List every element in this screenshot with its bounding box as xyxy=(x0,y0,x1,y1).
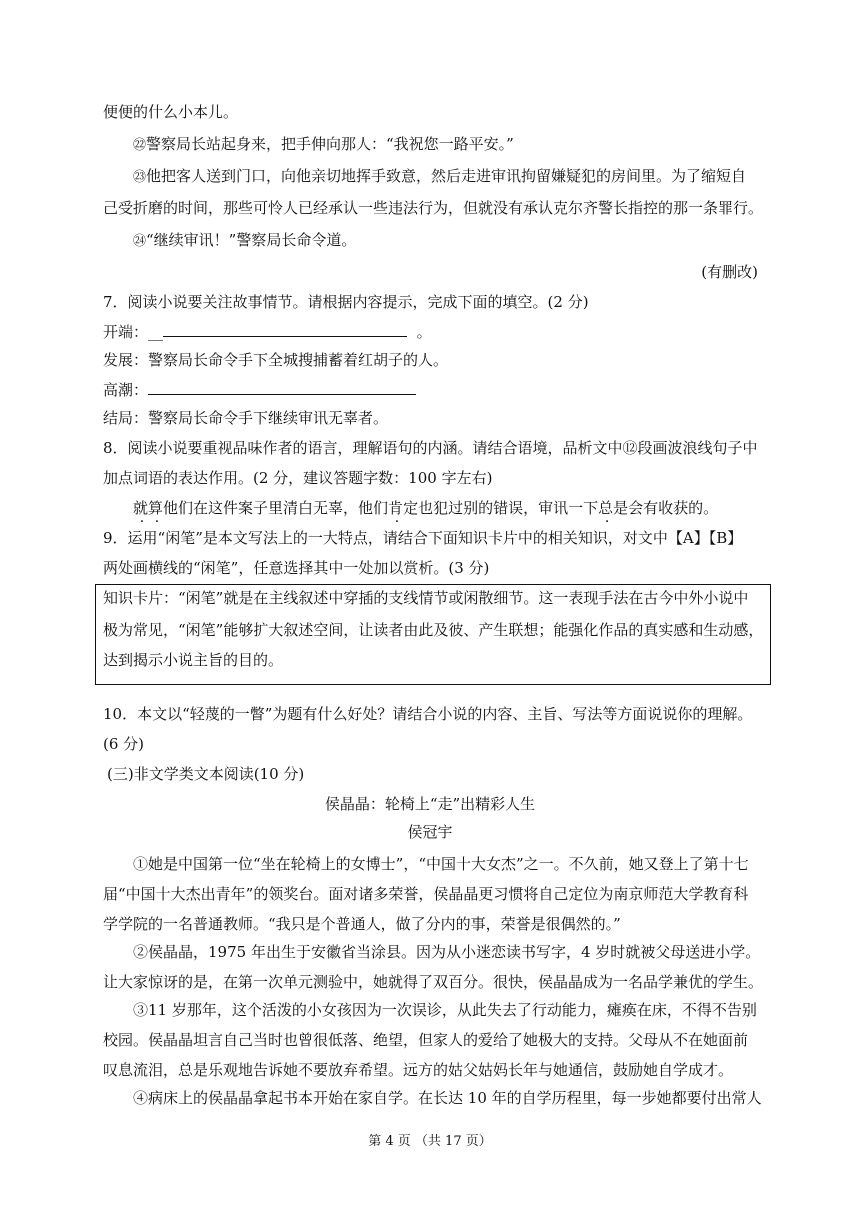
article-paragraph-1: ①她是中国第一位“坐在轮椅上的女博士”，“中国十大女杰”之一。不久前，她又登上了第十七 xyxy=(133,855,749,873)
start-label: 开端：__ xyxy=(103,323,164,341)
question-8-stem-cont: 加点词语的表达作用。(2 分，建议答题字数：100 字左右) xyxy=(103,469,493,487)
paragraph-number: ㉒ xyxy=(133,138,147,153)
paragraph-text: 他把客人送到门口，向他亲切地挥手致意，然后走进审讯拘留嫌疑犯的房间里。为了缩短自 xyxy=(146,167,747,185)
story-paragraph-23-cont: 己受折磨的时间，那些可怜人已经承认一些违法行为，但就没有承认克尔齐警长指控的那一条罪行。 xyxy=(103,199,764,217)
question-8-stem: 8．阅读小说要重视品味作者的语言，理解语句的内涵。请结合语境，品析文中⑫段画波浪线句子中 xyxy=(103,439,758,457)
knowledge-card-line: 达到揭示小说主旨的目的。 xyxy=(103,651,284,669)
question-7-ending: 结局：警察局长命令手下继续审讯无辜者。 xyxy=(103,409,389,427)
story-paragraph-22 xyxy=(133,134,514,156)
page-footer: 第 4 页 （共 17 页） xyxy=(368,1134,492,1149)
question-10-stem: 10．本文以“轻蔑的一瞥”为题有什么好处？请结合小说的内容、主旨、写法等方面说说你的理解。 xyxy=(103,705,753,723)
dotted-word: 就 xyxy=(133,499,149,517)
dotted-word: 总 xyxy=(598,499,614,517)
story-paragraph: 便便的什么小本儿。 xyxy=(103,103,239,121)
article-paragraph-1-cont: 届“中国十大杰出青年”的领奖台。面对诸多荣誉，侯晶晶更习惯将自己定位为南京师范大学教育科 xyxy=(103,885,749,903)
climax-label: 高潮： xyxy=(103,381,149,399)
paragraph-text: “继续审讯！”警察局长命令道。 xyxy=(146,231,357,249)
question-10-stem-cont: (6 分) xyxy=(103,735,145,753)
article-title: 侯晶晶：轮椅上“走”出精彩人生 xyxy=(324,795,536,813)
article-paragraph-2-cont: 让大家惊讶的是，在第一次单元测验中，她就得了双百分。很快，侯晶晶成为一名品学兼优的学生。 xyxy=(103,973,764,991)
paragraph-number: ㉓ xyxy=(133,170,147,185)
question-9-stem: 9．运用“闲笔”是本文写法上的一大特点，请结合下面知识卡片中的相关知识，对文中【A】【B】 xyxy=(103,529,743,547)
question-7-start xyxy=(103,322,432,342)
answer-blank-climax[interactable] xyxy=(148,380,416,395)
dotted-word: 肯 xyxy=(388,499,404,517)
sentence-text: 是会有收获的。 xyxy=(613,499,719,517)
article-author: 侯冠宇 xyxy=(407,823,453,841)
question-9-stem-cont: 两处画横线的“闲笔”，任意选择其中一处加以赏析。(3 分) xyxy=(103,559,490,577)
answer-blank-start[interactable] xyxy=(163,322,407,337)
question-8-quoted-sentence xyxy=(133,498,718,518)
dotted-word: 算 xyxy=(148,499,164,517)
section-heading: (三)非文学类文本阅读(10 分) xyxy=(107,765,305,783)
article-paragraph-3-cont: 叹息流泪，总是乐观地告诉她不要放弃希望。远方的姑父姑妈长年与她通信，鼓励她自学成才。 xyxy=(103,1061,734,1079)
article-paragraph-3-cont: 校园。侯晶晶坦言自己当时也曾很低落、绝望，但家人的爱给了她极大的支持。父母从不在她面前 xyxy=(103,1031,749,1049)
article-paragraph-4: ④病床上的侯晶晶拿起书本开始在家自学。在长达 10 年的自学历程里，每一步她都要付出常人 xyxy=(133,1089,762,1107)
sentence-text: 他们在这件案子里清白无辜，他们 xyxy=(163,499,389,517)
article-paragraph-2: ②侯晶晶，1975 年出生于安徽省当涂县。因为从小迷恋读书写字，4 岁时就被父母送进小学。 xyxy=(133,943,761,961)
article-paragraph-1-cont: 学学院的一名普通教师。“我只是个普通人，做了分内的事，荣誉是很偶然的。” xyxy=(103,915,621,933)
knowledge-card-line: 极为常见，“闲笔”能够扩大叙述空间，让读者由此及彼、产生联想；能强化作品的真实感和生动感， xyxy=(103,621,764,639)
edit-note: (有删改) xyxy=(701,263,758,281)
story-paragraph-24 xyxy=(133,230,356,252)
story-paragraph-23 xyxy=(133,166,746,188)
question-7-development: 发展：警察局长命令手下全城搜捕蓄着红胡子的人。 xyxy=(103,351,449,369)
question-7-stem: 7．阅读小说要关注故事情节。请根据内容提示，完成下面的填空。(2 分) xyxy=(103,293,589,311)
start-end-mark: 。 xyxy=(416,323,432,341)
knowledge-card-line: 知识卡片：“闲笔”就是在主线叙述中穿插的支线情节或闲散细节。这一表现手法在古今中外小说中 xyxy=(103,589,749,607)
sentence-text: 定也犯过别的错误，审讯一下 xyxy=(403,499,599,517)
question-7-climax xyxy=(103,380,416,400)
paragraph-text: 警察局长站起身来，把手伸向那人：“我祝您一路平安。” xyxy=(146,135,514,153)
article-paragraph-3: ③11 岁那年，这个活泼的小女孩因为一次误诊，从此失去了行动能力，瘫痪在床，不得不告别 xyxy=(133,1001,757,1019)
paragraph-number: ㉔ xyxy=(133,234,147,249)
